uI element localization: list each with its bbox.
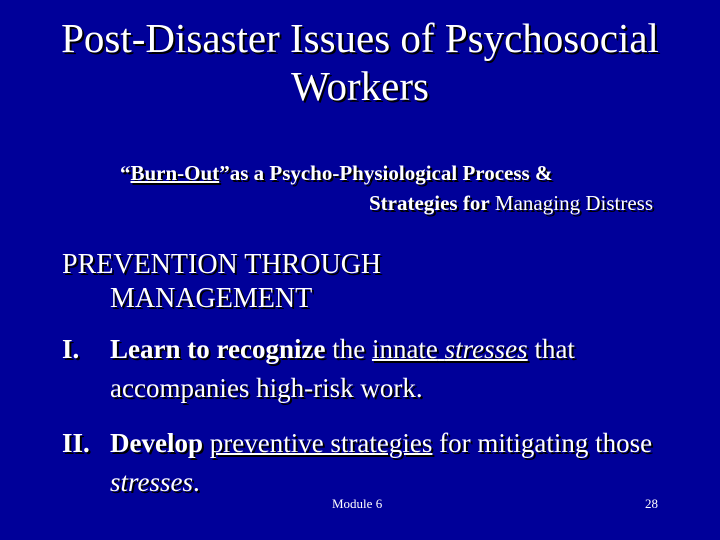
subtitle-line-2 [108, 188, 653, 218]
item1-text-b: that accompanies high-risk work. [110, 334, 575, 403]
item2-preventive: preventive strategies [209, 428, 433, 458]
section-heading [62, 248, 662, 316]
list-item-2 [62, 424, 682, 502]
item2-space [203, 428, 210, 458]
item2-text-a: for mitigating those [432, 428, 653, 458]
subtitle-strategies-for: Strategies for [368, 191, 490, 215]
item1-bold: Learn to recognize [110, 334, 326, 364]
item1-space [438, 334, 445, 364]
item2-period: . [193, 467, 200, 497]
list-item-1-number: I. [62, 334, 80, 364]
item1-text-a: the [325, 334, 372, 364]
item2-stresses: stresses [110, 467, 194, 497]
list-item-2-text [62, 424, 682, 502]
slide-subtitle [108, 158, 653, 218]
subtitle-managing: Managing Distress [489, 191, 653, 215]
item1-stresses: stresses [444, 334, 528, 364]
list-item-2-number: II. [62, 428, 90, 458]
page-number: 28 [645, 496, 658, 511]
subtitle-burnout: Burn-Out [130, 161, 220, 185]
slide-title [0, 14, 720, 110]
heading-line-2: MANAGEMENT [110, 283, 313, 314]
list-item-1 [62, 330, 682, 408]
subtitle-line-1 [108, 158, 653, 188]
subtitle-quote-open: “ [120, 161, 131, 185]
list-item-1-text [62, 330, 682, 408]
heading-line-1: PREVENTION THROUGH [62, 249, 382, 280]
item1-innate: innate [371, 334, 438, 364]
item2-bold: Develop [110, 428, 203, 458]
title-line-1: Post-Disaster Issues of Psychosocial [61, 15, 659, 61]
footer-module: Module 6 [332, 496, 383, 511]
title-line-2: Workers [291, 63, 429, 109]
subtitle-quote-rest: ”as a Psycho-Physiological Process & [219, 161, 553, 185]
